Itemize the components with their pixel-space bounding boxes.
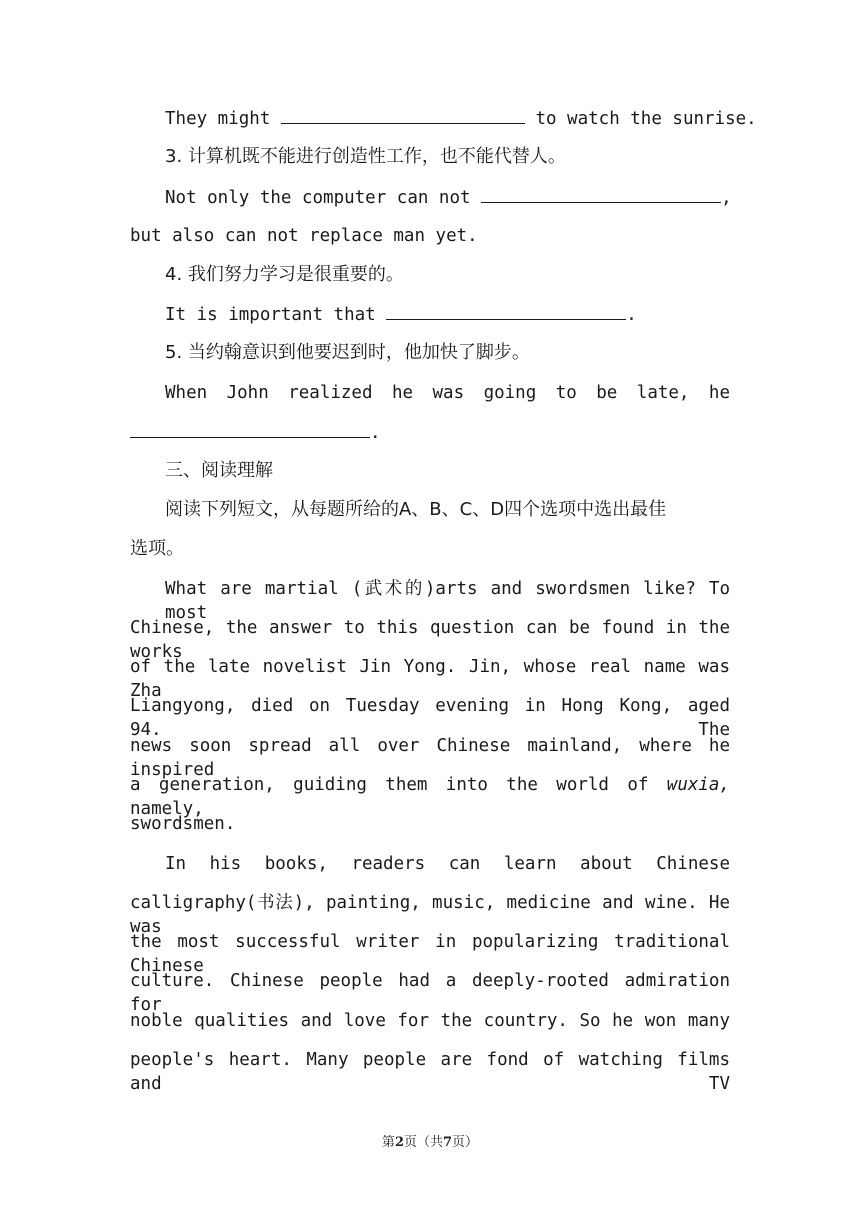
passage-p2-line-4: culture. Chinese people had a deeply-rooted admiration for bbox=[130, 971, 730, 1015]
passage-p1-line-2: Chinese, the answer to this question can be found in the works bbox=[130, 618, 730, 662]
passage-p2-line-3: the most successful writer in popularizing traditional Chinese bbox=[130, 932, 730, 976]
section-instruction-line-2: 选项。 bbox=[130, 538, 184, 559]
total-page-number: 7 bbox=[443, 1135, 453, 1150]
question-3-english bbox=[165, 185, 730, 210]
passage-p2-line-5: noble qualities and love for the country. So he won many bbox=[130, 1011, 730, 1031]
text-segment: namely, bbox=[130, 799, 204, 819]
question-5-blank-line bbox=[130, 420, 730, 445]
section-heading: 三、阅读理解 bbox=[165, 460, 273, 481]
passage-p2-line-1: In his books, readers can learn about Chinese bbox=[165, 854, 730, 874]
page-footer bbox=[0, 1131, 860, 1150]
text-segment: . bbox=[370, 423, 381, 443]
passage-p1-line-7: swordsmen. bbox=[130, 814, 236, 834]
footer-text: 页） bbox=[452, 1135, 479, 1150]
text-segment: It is important that bbox=[165, 305, 387, 325]
question-4-english bbox=[165, 302, 730, 327]
passage-p1-line-1: What are martial (武术的)arts and swordsmen like? To most bbox=[165, 579, 730, 623]
text-segment: , bbox=[721, 188, 732, 208]
passage-p2-line-6: people's heart. Many people are fond of watching films and TV bbox=[130, 1050, 730, 1094]
passage-p1-line-3: of the late novelist Jin Yong. Jin, whose real name was Zha bbox=[130, 657, 730, 701]
question-5-english: When John realized he was going to be late, he bbox=[165, 383, 730, 403]
text-segment: to watch the sunrise. bbox=[524, 109, 757, 129]
answer-blank bbox=[281, 106, 525, 124]
answer-blank bbox=[386, 302, 626, 320]
passage-p2-line-2: calligraphy(书法), painting, music, medicine and wine. He was bbox=[130, 893, 730, 937]
question-5-chinese: 5. 当约翰意识到他要迟到时，他加快了脚步。 bbox=[165, 342, 530, 363]
text-segment: They might bbox=[165, 109, 281, 129]
answer-blank bbox=[481, 185, 721, 203]
text-segment: a generation, guiding them into the world of bbox=[130, 775, 667, 795]
exercise-line-1 bbox=[165, 106, 757, 131]
footer-text: 第 bbox=[381, 1135, 395, 1150]
italic-term: wuxia, bbox=[666, 775, 730, 795]
question-3-chinese: 3. 计算机既不能进行创造性工作，也不能代替人。 bbox=[165, 146, 566, 167]
question-3-continuation: but also can not replace man yet. bbox=[130, 226, 478, 246]
passage-p1-line-5: news soon spread all over Chinese mainland, where he inspired bbox=[130, 736, 730, 780]
section-instruction-line-1: 阅读下列短文，从每题所给的A、B、C、D四个选项中选出最佳 bbox=[165, 499, 667, 520]
footer-text: 页（共 bbox=[403, 1135, 443, 1150]
text-segment: . bbox=[626, 305, 637, 325]
answer-blank bbox=[130, 420, 370, 438]
current-page-number: 2 bbox=[394, 1135, 404, 1150]
passage-p1-line-4: Liangyong, died on Tuesday evening in Hong Kong, aged 94. The bbox=[130, 696, 730, 740]
question-4-chinese: 4. 我们努力学习是很重要的。 bbox=[165, 264, 404, 285]
text-segment: Not only the computer can not bbox=[165, 188, 482, 208]
